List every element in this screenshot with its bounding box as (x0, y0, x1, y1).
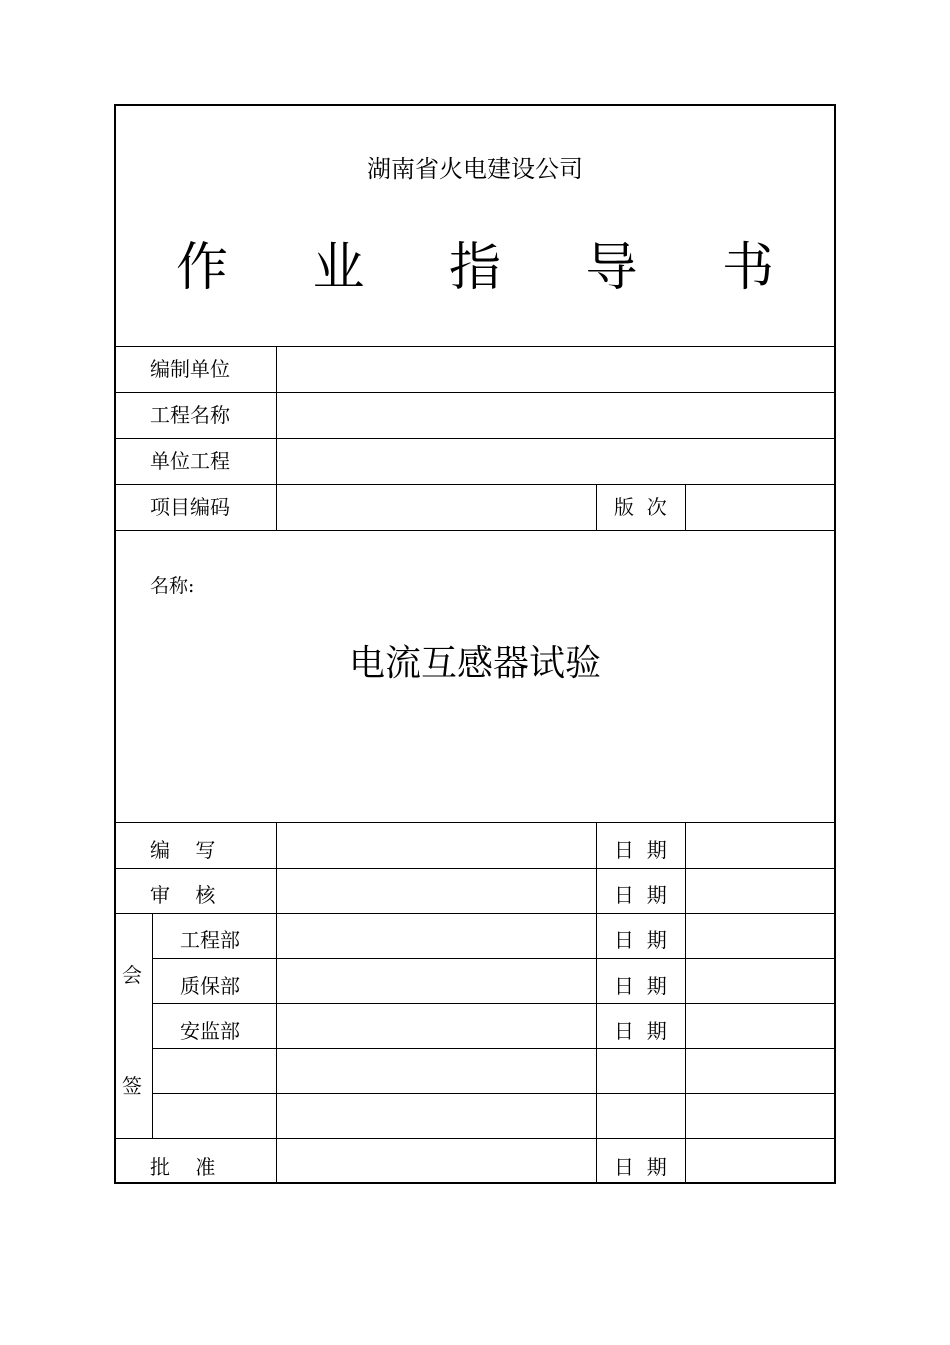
countersign-divider (152, 913, 153, 1138)
date-label: 日 期 (614, 838, 667, 862)
document-name: 电流互感器试验 (348, 643, 601, 684)
divider (115, 1138, 835, 1139)
divider (115, 484, 835, 485)
date-label: 日 期 (614, 1155, 667, 1179)
divider (152, 1093, 835, 1094)
divider (152, 958, 835, 959)
divider (152, 1048, 835, 1049)
date-label: 日 期 (614, 1019, 667, 1043)
date-label: 日 期 (614, 883, 667, 907)
document-title: 作 业 指 导 书 (175, 238, 809, 298)
name-label: 名称: (150, 575, 195, 597)
countersign-label-top: 会 (122, 963, 142, 987)
divider (115, 913, 835, 914)
info-label-unit-project: 单位工程 (150, 449, 230, 473)
divider (115, 346, 835, 347)
countersign-dept-safety: 安监部 (180, 1019, 240, 1043)
divider (115, 868, 835, 869)
column-divider (276, 822, 277, 1183)
sign-label-approved: 批 准 (150, 1155, 216, 1179)
column-divider (596, 822, 597, 1183)
countersign-label-bottom: 签 (122, 1074, 142, 1098)
countersign-dept-engineering: 工程部 (180, 928, 240, 952)
column-divider (685, 484, 686, 530)
divider (115, 822, 835, 823)
info-label-item-code: 项目编码 (150, 495, 230, 519)
info-label-compiling-unit: 编制单位 (150, 357, 230, 381)
date-label: 日 期 (614, 974, 667, 998)
divider (152, 1003, 835, 1004)
date-label: 日 期 (614, 928, 667, 952)
divider (115, 392, 835, 393)
info-label-project-name: 工程名称 (150, 403, 230, 427)
column-divider (685, 822, 686, 1183)
info-label-version: 版 次 (614, 495, 667, 519)
column-divider (276, 346, 277, 530)
divider (115, 530, 835, 531)
sign-label-reviewed: 审 核 (150, 883, 216, 907)
divider (115, 438, 835, 439)
sign-label-written: 编 写 (150, 838, 216, 862)
column-divider (596, 484, 597, 530)
company-name: 湖南省火电建设公司 (367, 155, 583, 183)
countersign-dept-quality: 质保部 (180, 974, 240, 998)
